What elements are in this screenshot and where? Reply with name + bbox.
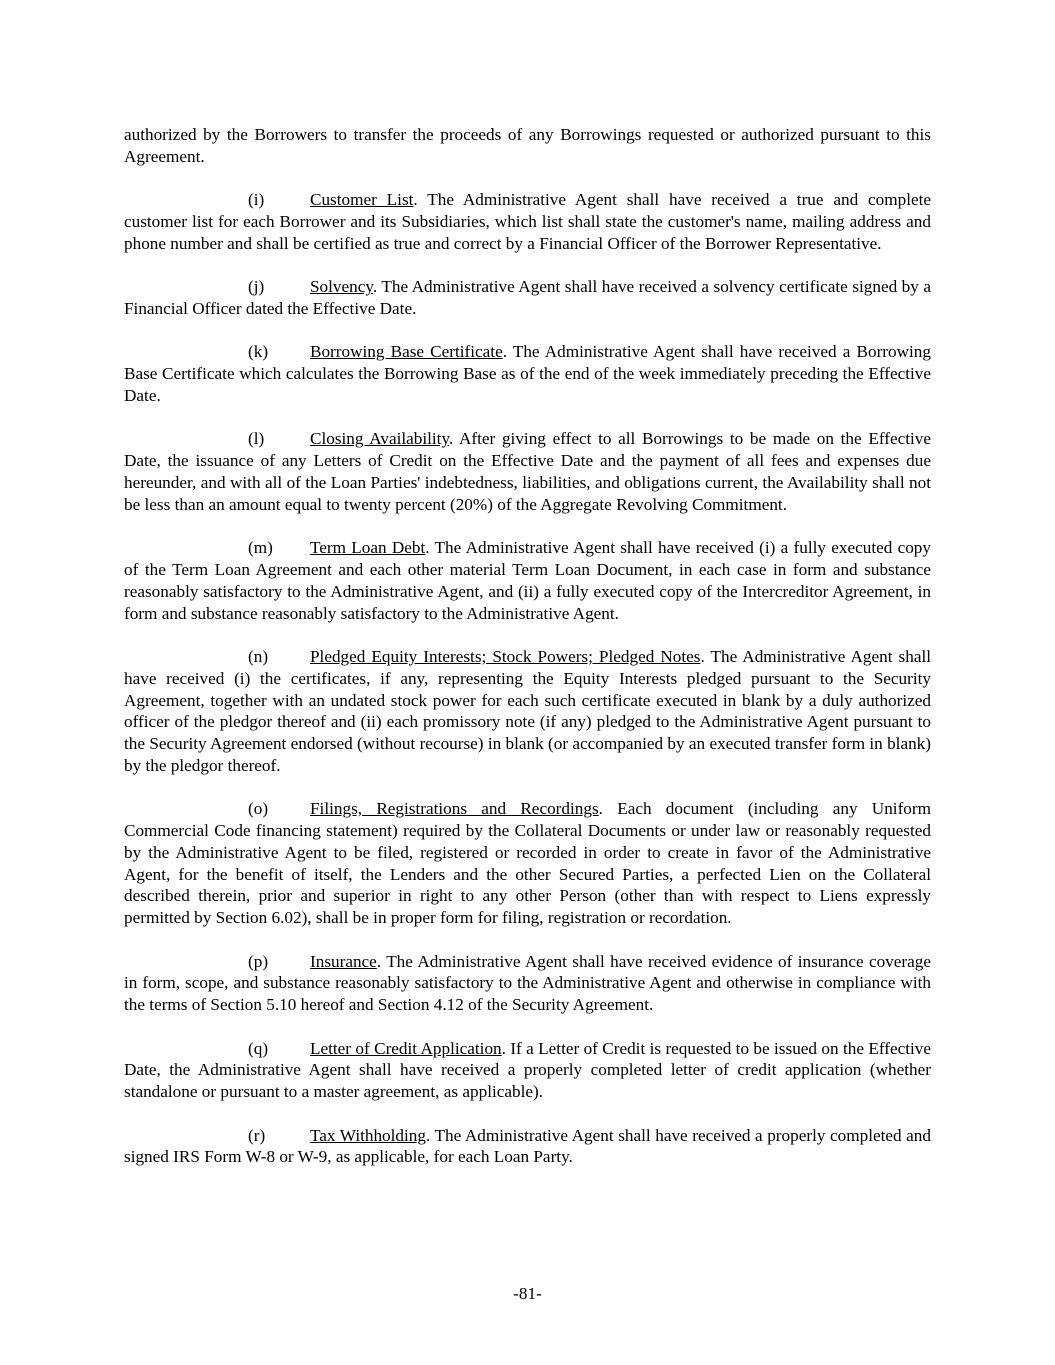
section-number: (j) — [248, 277, 265, 297]
section-heading: Tax Withholding — [310, 1125, 426, 1145]
section-m — [124, 537, 931, 624]
section-i — [124, 189, 931, 254]
section-heading: Solvency — [310, 277, 373, 297]
section-body: . After giving effect to all Borrowings to be made on the Effective Date, the issuance of any Letters of Credit on the Effective Date and the payment of all fees and expenses due hereunder, and with all of the Loan Parties' indebtedness, liabilities, and obligations current, the Availability shall not be less than an amount equal to twenty percent (20%) of the Aggregate Revolving Commitment. — [124, 429, 931, 514]
page-number: -81- — [513, 1284, 542, 1303]
section-number: (l) — [248, 429, 265, 449]
section-body: . The Administrative Agent shall have received (i) the certificates, if any, representing the Equity Interests pledged pursuant to the Security Agreement, together with an undated stock power for each such certificate executed in blank by a duly authorized officer of the pledgor thereof and (ii) each promissory note (if any) pledged to the Administrative Agent pursuant to the Security Agreement endorsed (without recourse) in blank (or accompanied by an executed transfer form in blank) by the pledgor thereof. — [124, 646, 931, 775]
section-heading: Filings, Registrations and Recordings — [310, 799, 599, 819]
section-body: . The Administrative Agent shall have received a true and complete customer list for each Borrower and its Subsidiaries, which list shall state the customer's name, mailing address and phone number and shall be certified as true and correct by a Financial Officer of the Borrower Representative. — [124, 190, 932, 253]
section-p — [124, 951, 931, 1016]
section-body: . The Administrative Agent shall have received (i) a fully executed copy of the Term Loan Agreement and each other material Term Loan Document, in each case in form and substance reasonably satisfactory to the Administrative Agent, and (ii) a fully executed copy of the Intercreditor Agreement, in form and substance reasonably satisfactory to the Administrative Agent. — [124, 538, 931, 623]
section-r — [124, 1125, 931, 1169]
section-number: (p) — [248, 951, 269, 971]
section-j — [124, 276, 931, 320]
section-heading: Pledged Equity Interests; Stock Powers; Pledged Notes — [310, 646, 701, 666]
section-number: (n) — [248, 646, 269, 666]
section-body: . The Administrative Agent shall have received a Borrowing Base Certificate which calculates the Borrowing Base as of the end of the week immediately preceding the Effective Date. — [124, 342, 931, 405]
section-number: (k) — [248, 342, 269, 362]
section-number: (i) — [248, 190, 265, 210]
section-l — [124, 428, 931, 515]
section-body: . The Administrative Agent shall have received a solvency certificate signed by a Financial Officer dated the Effective Date. — [124, 277, 931, 318]
section-heading: Borrowing Base Certificate — [310, 342, 503, 362]
section-body: . The Administrative Agent shall have received a properly completed and signed IRS Form W-8 or W-9, as applicable, for each Loan Party. — [124, 1125, 931, 1167]
intro-paragraph: authorized by the Borrowers to transfer the proceeds of any Borrowings requested or authorized pursuant to this Agreement. — [124, 125, 931, 166]
section-heading: Closing Availability — [310, 429, 449, 449]
section-body: . If a Letter of Credit is requested to be issued on the Effective Date, the Administrative Agent shall have received a properly completed letter of credit application (whether standalone or pursuant to a master agreement, as applicable). — [124, 1038, 931, 1102]
section-number: (q) — [248, 1038, 269, 1058]
section-o — [124, 798, 931, 929]
section-number: (r) — [248, 1125, 266, 1145]
section-heading: Term Loan Debt — [310, 538, 426, 558]
section-heading: Insurance — [310, 951, 377, 971]
section-q — [124, 1038, 931, 1103]
section-heading: Customer List — [310, 190, 414, 210]
section-body: . The Administrative Agent shall have received evidence of insurance coverage in form, scope, and substance reasonably satisfactory to the Administrative Agent and otherwise in compliance with the terms of Section 5.10 hereof and Section 4.12 of the Security Agreement. — [124, 951, 931, 1015]
section-body: . Each document (including any Uniform Commercial Code financing statement) required by the Collateral Documents or under law or reasonably requested by the Administrative Agent to be filed, registered or recorded in order to create in favor of the Administrative Agent, for the benefit of itself, the Lenders and the other Secured Parties, a perfected Lien on the Collateral described therein, prior and superior in right to any other Person (other than with respect to Liens expressly permitted by Section 6.02), shall be in proper form for filing, registration or recordation. — [124, 799, 931, 928]
section-k — [124, 341, 931, 406]
section-number: (m) — [248, 538, 273, 558]
document-page — [124, 124, 931, 1190]
section-number: (o) — [248, 799, 269, 819]
section-n — [124, 646, 931, 777]
section-heading: Letter of Credit Application — [310, 1038, 502, 1058]
